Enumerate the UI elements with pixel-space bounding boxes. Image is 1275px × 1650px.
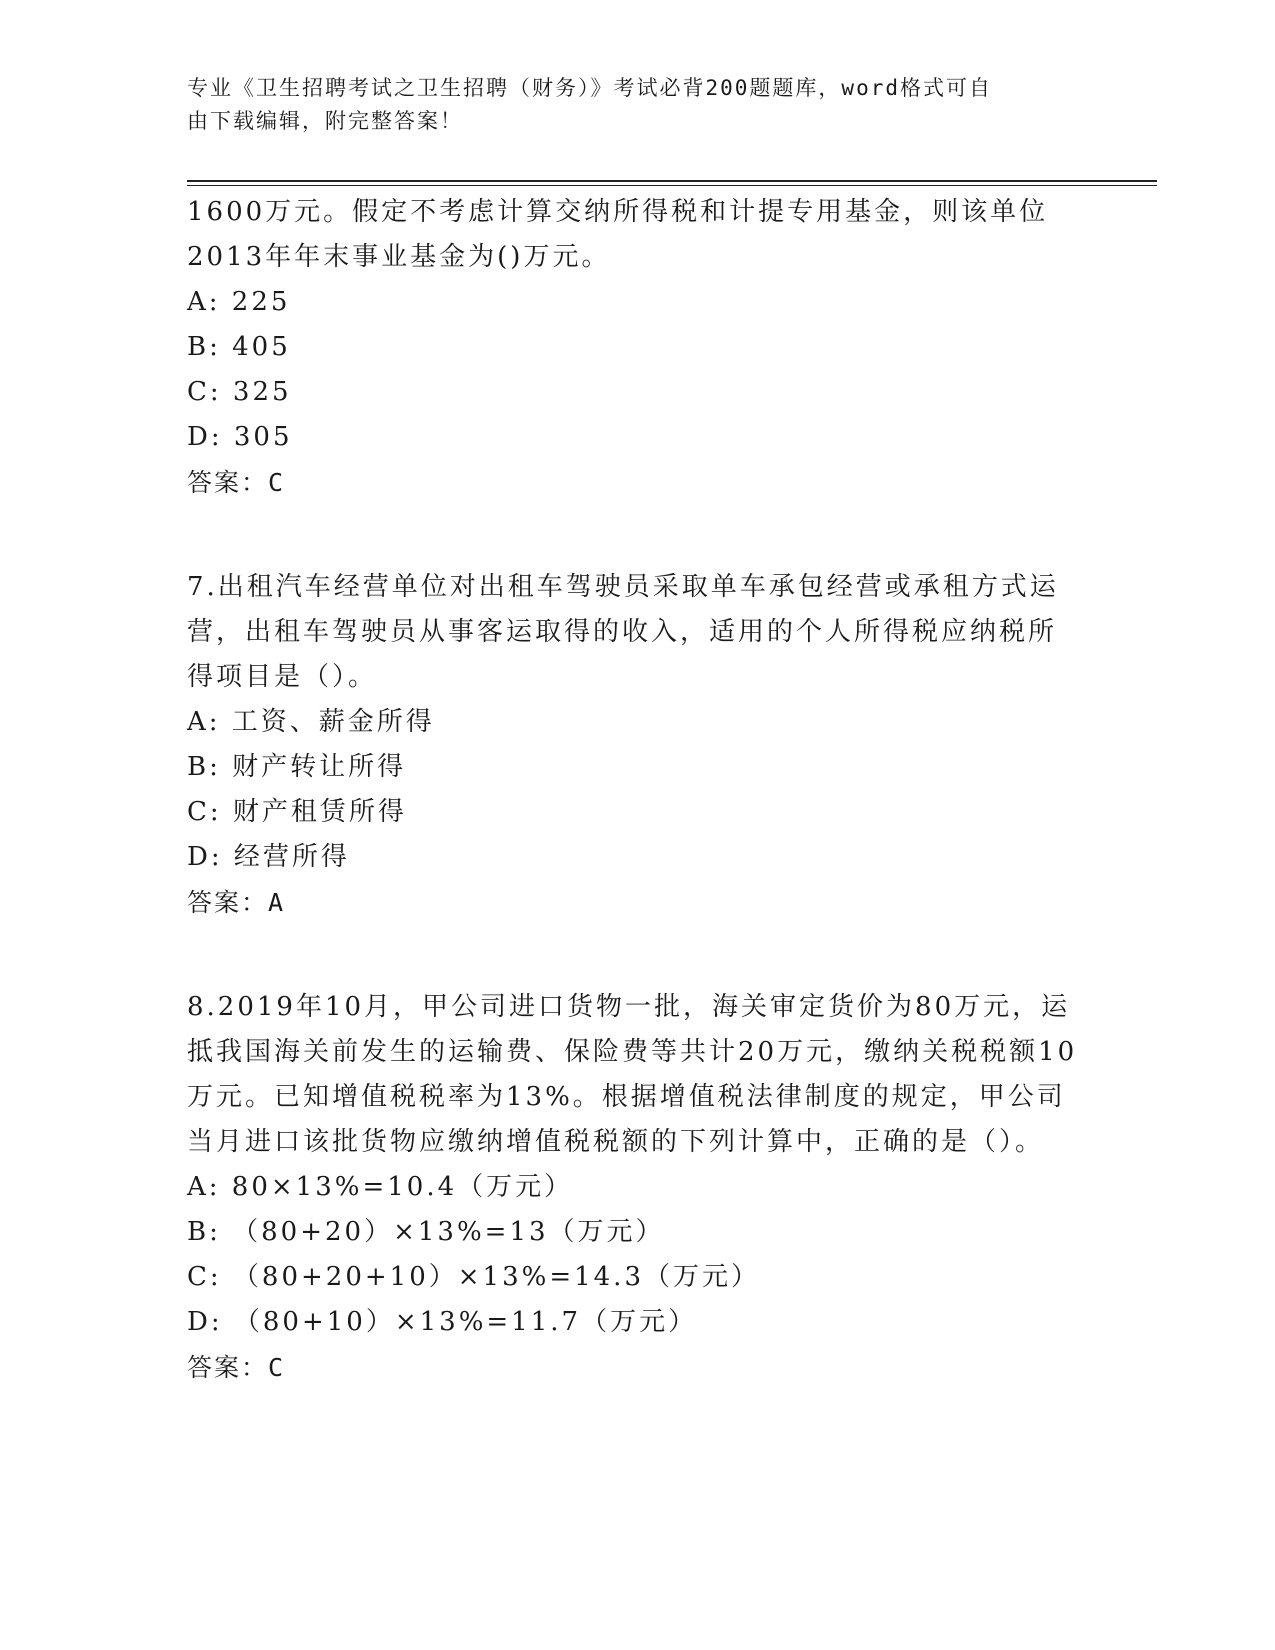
question-text [187,565,1087,700]
question-line: 得项目是（）。 [187,662,378,692]
document-body [187,190,1087,1450]
option-a: A: 工资、薪金所得 [187,707,435,737]
option-c: C: （80+20+10）×13%=14.3（万元） [187,1262,760,1292]
option-d: D: （80+10）×13%=11.7（万元） [187,1307,698,1337]
question-text [187,985,1087,1165]
question-block [187,565,1087,925]
header-divider [187,180,1157,182]
option-a: A: 80×13%=10.4（万元） [187,1172,574,1202]
option-c: C: 财产租赁所得 [187,797,407,827]
option-d: D: 经营所得 [187,842,350,872]
option-b: B: 财产转让所得 [187,752,407,782]
question-line: 当月进口该批货物应缴纳增值税税额的下列计算中，正确的是（）。 [187,1127,1045,1157]
question-line: 1600万元。假定不考虑计算交纳所得税和计提专用基金，则该单位 [187,197,1049,227]
option-c: C: 325 [187,377,292,407]
answer-line: 答案：C [187,468,286,497]
question-line: 万元。已知增值税税率为13%。根据增值税法律制度的规定，甲公司 [187,1082,1066,1112]
question-line: 抵我国海关前发生的运输费、保险费等共计20万元，缴纳关税税额10 [187,1037,1078,1067]
option-d: D: 305 [187,422,293,452]
header-divider-thin [187,185,1157,186]
answer-line: 答案：C [187,1353,286,1382]
header-line: 专业《卫生招聘考试之卫生招聘（财务）》考试必背200题题库，word格式可自 [187,76,992,100]
question-line: 营，出租车驾驶员从事客运取得的收入，适用的个人所得税应纳税所 [187,617,1058,647]
option-a: A: 225 [187,287,291,317]
question-block [187,190,1087,505]
document-header [187,72,1067,138]
header-line: 由下载编辑，附完整答案！ [187,109,463,133]
question-block [187,985,1087,1390]
answer-line: 答案：A [187,888,286,917]
question-line: 7.出租汽车经营单位对出租车驾驶员采取单车承包经营或承租方式运 [187,572,1059,602]
option-b: B: 405 [187,332,291,362]
question-line: 8.2019年10月，甲公司进口货物一批，海关审定货价为80万元，运 [187,992,1071,1022]
question-line: 2013年年末事业基金为()万元。 [187,242,611,272]
question-text [187,190,1087,280]
option-b: B: （80+20）×13%=13（万元） [187,1217,665,1247]
